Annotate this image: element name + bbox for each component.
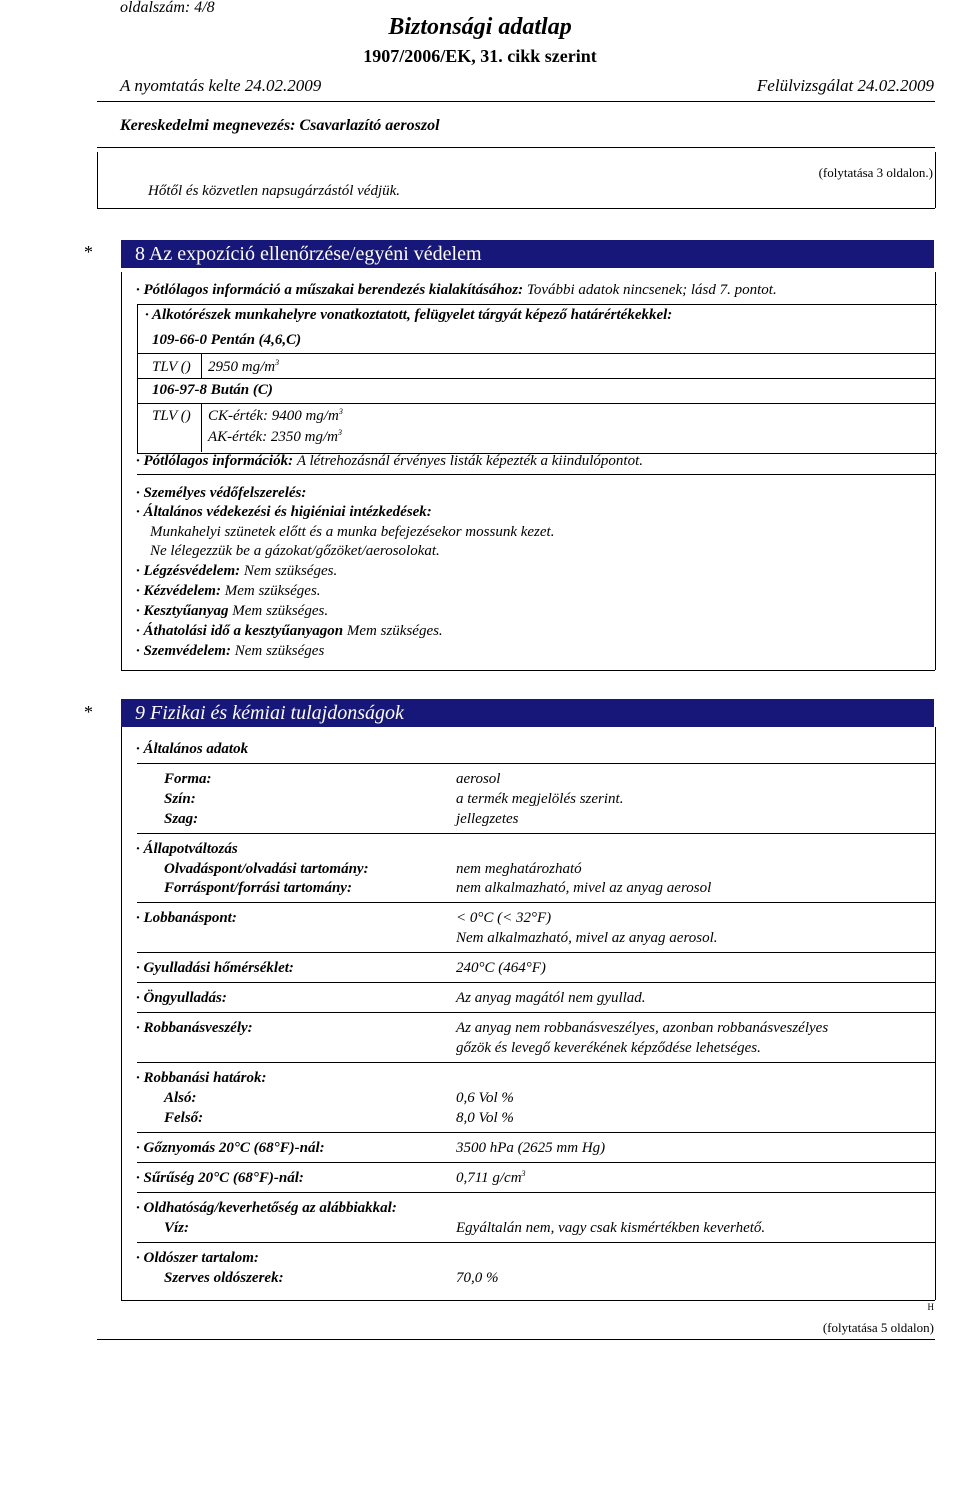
ignition-temp-label: · Gyulladási hőmérséklet:: [136, 960, 294, 976]
water-label: Víz:: [164, 1220, 190, 1236]
additional-info: · Pótlólagos információk: A létrehozásnál érvényes listák képezték a kiindulópontot.: [136, 453, 644, 469]
explosion-hazard-label: · Robbanásveszély:: [136, 1020, 253, 1036]
section-9-body: [121, 727, 936, 1300]
organic-solvents-label: Szerves oldószerek:: [164, 1270, 284, 1286]
boiling-label: Forráspont/forrási tartomány:: [164, 880, 352, 896]
melting-value: nem meghatározható: [456, 861, 582, 877]
component-pentane: 109-66-0 Pentán (4,6,C): [152, 332, 302, 348]
density-label: · Sűrűség 20°C (68°F)-nál:: [136, 1170, 304, 1186]
continued-from: (folytatása 3 oldalon.): [818, 165, 933, 180]
tech-info: · Pótlólagos információ a műszakai berendezés kialakításához: További adatok nincsenek; lásd 7. pontot.: [136, 282, 777, 298]
butane-ck-value: CK-érték: 9400 $mg/m^3$: [208, 407, 343, 424]
eye-protection: · Szemvédelem: Nem szükséges: [136, 643, 325, 659]
solvent-content-label: · Oldószer tartalom:: [136, 1250, 259, 1266]
color-value: a termék megjelölés szerint.: [456, 791, 624, 807]
pentane-tlv-value: 2950 $mg/m^3$: [208, 358, 280, 375]
document-title: Biztonsági adatlap: [388, 14, 572, 40]
section-8-body: [121, 272, 936, 670]
general-data-label: · Általános adatok: [136, 741, 249, 757]
water-value: Egyáltalán nem, vagy csak kismértékben keverhető.: [456, 1220, 766, 1236]
explosion-hazard-value-2: gőzök és levegő keverékének képződése lehetséges.: [456, 1040, 761, 1056]
butane-tlv-label: TLV (): [152, 408, 191, 424]
color-label: Szín:: [164, 791, 196, 807]
flash-point-value: < 0°C (< 32°F): [456, 910, 552, 926]
print-date: A nyomtatás kelte 24.02.2009: [120, 76, 322, 95]
organic-solvents-value: 70,0 %: [456, 1270, 499, 1286]
flash-point-label: · Lobbanáspont:: [136, 910, 237, 926]
respiratory-protection: · Légzésvédelem: Nem szükséges.: [136, 563, 338, 579]
hand-protection: · Kézvédelem: Mem szükséges.: [136, 583, 321, 599]
glove-material: · Kesztyűanyag Mem szükséges.: [136, 603, 329, 619]
solubility-label: · Oldhatóság/keverhetőség az alábbiakkal:: [136, 1200, 397, 1216]
upper-limit-value: 8,0 Vol %: [456, 1110, 514, 1126]
trade-name: Kereskedelmi megnevezés: Csavarlazító aeroszol: [120, 117, 440, 134]
state-change-label: · Állapotváltozás: [136, 841, 238, 857]
hygiene-line-2: Ne lélegezzük be a gázokat/gőzöket/aerosolokat.: [150, 543, 440, 559]
change-marker: *: [84, 242, 93, 262]
revision-date: Felülvizsgálat 24.02.2009: [756, 76, 934, 95]
section-8-header: [121, 240, 934, 268]
components-label: · Alkotórészek munkahelyre vonatkoztatott, felügyelet tárgyát képező határértékekkel:: [145, 307, 673, 323]
vapor-pressure-label: · Gőznyomás 20°C (68°F)-nál:: [136, 1140, 325, 1156]
ignition-temp-value: 240°C (464°F): [456, 960, 546, 976]
explosion-limits-label: · Robbanási határok:: [136, 1070, 267, 1086]
regulation: 1907/2006/EK, 31. cikk szerint: [363, 46, 597, 66]
upper-limit-label: Felső:: [164, 1110, 204, 1126]
penetration-time: · Áthatolási idő a kesztyűanyagon Mem szükséges.: [136, 623, 443, 639]
component-butane: 106-97-8 Bután (C): [152, 382, 273, 398]
continued-on: (folytatása 5 oldalon): [822, 1320, 934, 1335]
page-number: oldalszám: 4/8: [120, 0, 215, 16]
odor-label: Szag:: [164, 811, 199, 827]
odor-value: jellegzetes: [456, 811, 519, 827]
ppe-label: · Személyes védőfelszerelés:: [136, 485, 307, 501]
flash-point-note: Nem alkalmazható, mivel az anyag aerosol.: [456, 930, 718, 946]
section-8-title: 8 Az expozíció ellenőrzése/egyéni védelem: [135, 243, 482, 265]
lower-limit-label: Alsó:: [164, 1090, 197, 1106]
self-ignition-value: Az anyag magától nem gyullad.: [456, 990, 646, 1006]
vapor-pressure-value: 3500 hPa (2625 mm Hg): [456, 1140, 606, 1156]
hygiene-line-1: Munkahelyi szünetek előtt és a munka befejezésekor mossunk kezet.: [150, 524, 555, 540]
hygiene-label: · Általános védekezési és higiéniai intézkedések:: [136, 504, 432, 520]
section-9-header: [121, 699, 934, 727]
storage-note: Hőtől és közvetlen napsugárzástól védjük.: [148, 183, 401, 199]
self-ignition-label: · Öngyulladás:: [136, 990, 227, 1006]
continued-box: [97, 152, 936, 208]
change-marker: *: [84, 702, 93, 722]
explosion-hazard-value-1: Az anyag nem robbanásveszélyes, azonban robbanásveszélyes: [456, 1020, 829, 1036]
pentane-tlv-label: TLV (): [152, 359, 191, 375]
section-9-title: 9 Fizikai és kémiai tulajdonságok: [135, 702, 404, 724]
density-value: 0,711 $g/cm^3$: [456, 1169, 526, 1186]
butane-ak-value: AK-érték: 2350 $mg/m^3$: [208, 428, 342, 445]
boiling-value: nem alkalmazható, mivel az anyag aerosol: [456, 880, 712, 896]
form-label: Forma:: [164, 771, 212, 787]
lower-limit-value: 0,6 Vol %: [456, 1090, 514, 1106]
form-value: aerosol: [456, 771, 501, 787]
melting-label: Olvadáspont/olvadási tartomány:: [164, 861, 369, 877]
footer-letter: H: [927, 1302, 934, 1312]
